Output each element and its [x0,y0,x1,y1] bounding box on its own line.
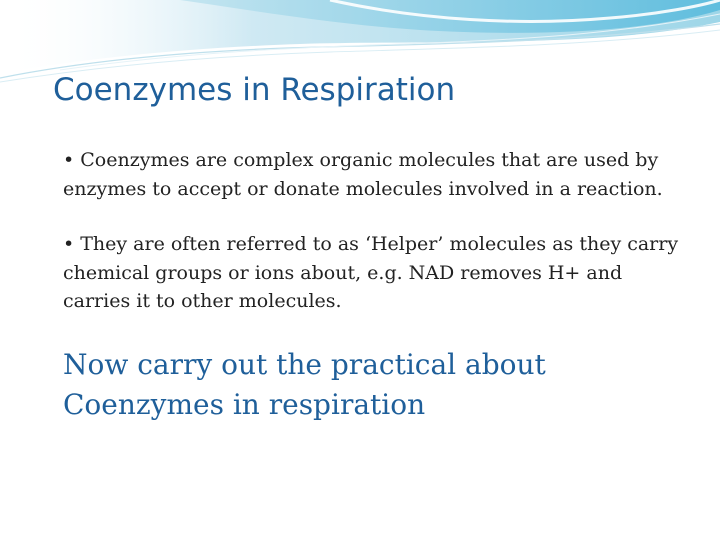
bullet-point-1: • Coenzymes are complex organic molecules that are used by enzymes to accept or donate molecules involved in a reaction. [63,149,663,200]
practical-callout: Now carry out the practical about Coenzymes in respiration [63,347,546,421]
bullet-point-2: • They are often referred to as ‘Helper’ molecules as they carry chemical groups or ions about, e.g. NAD removes H+ and carries it to other molecules. [63,233,679,312]
slide-title: Coenzymes in Respiration [53,72,456,108]
slide-body [63,146,693,425]
